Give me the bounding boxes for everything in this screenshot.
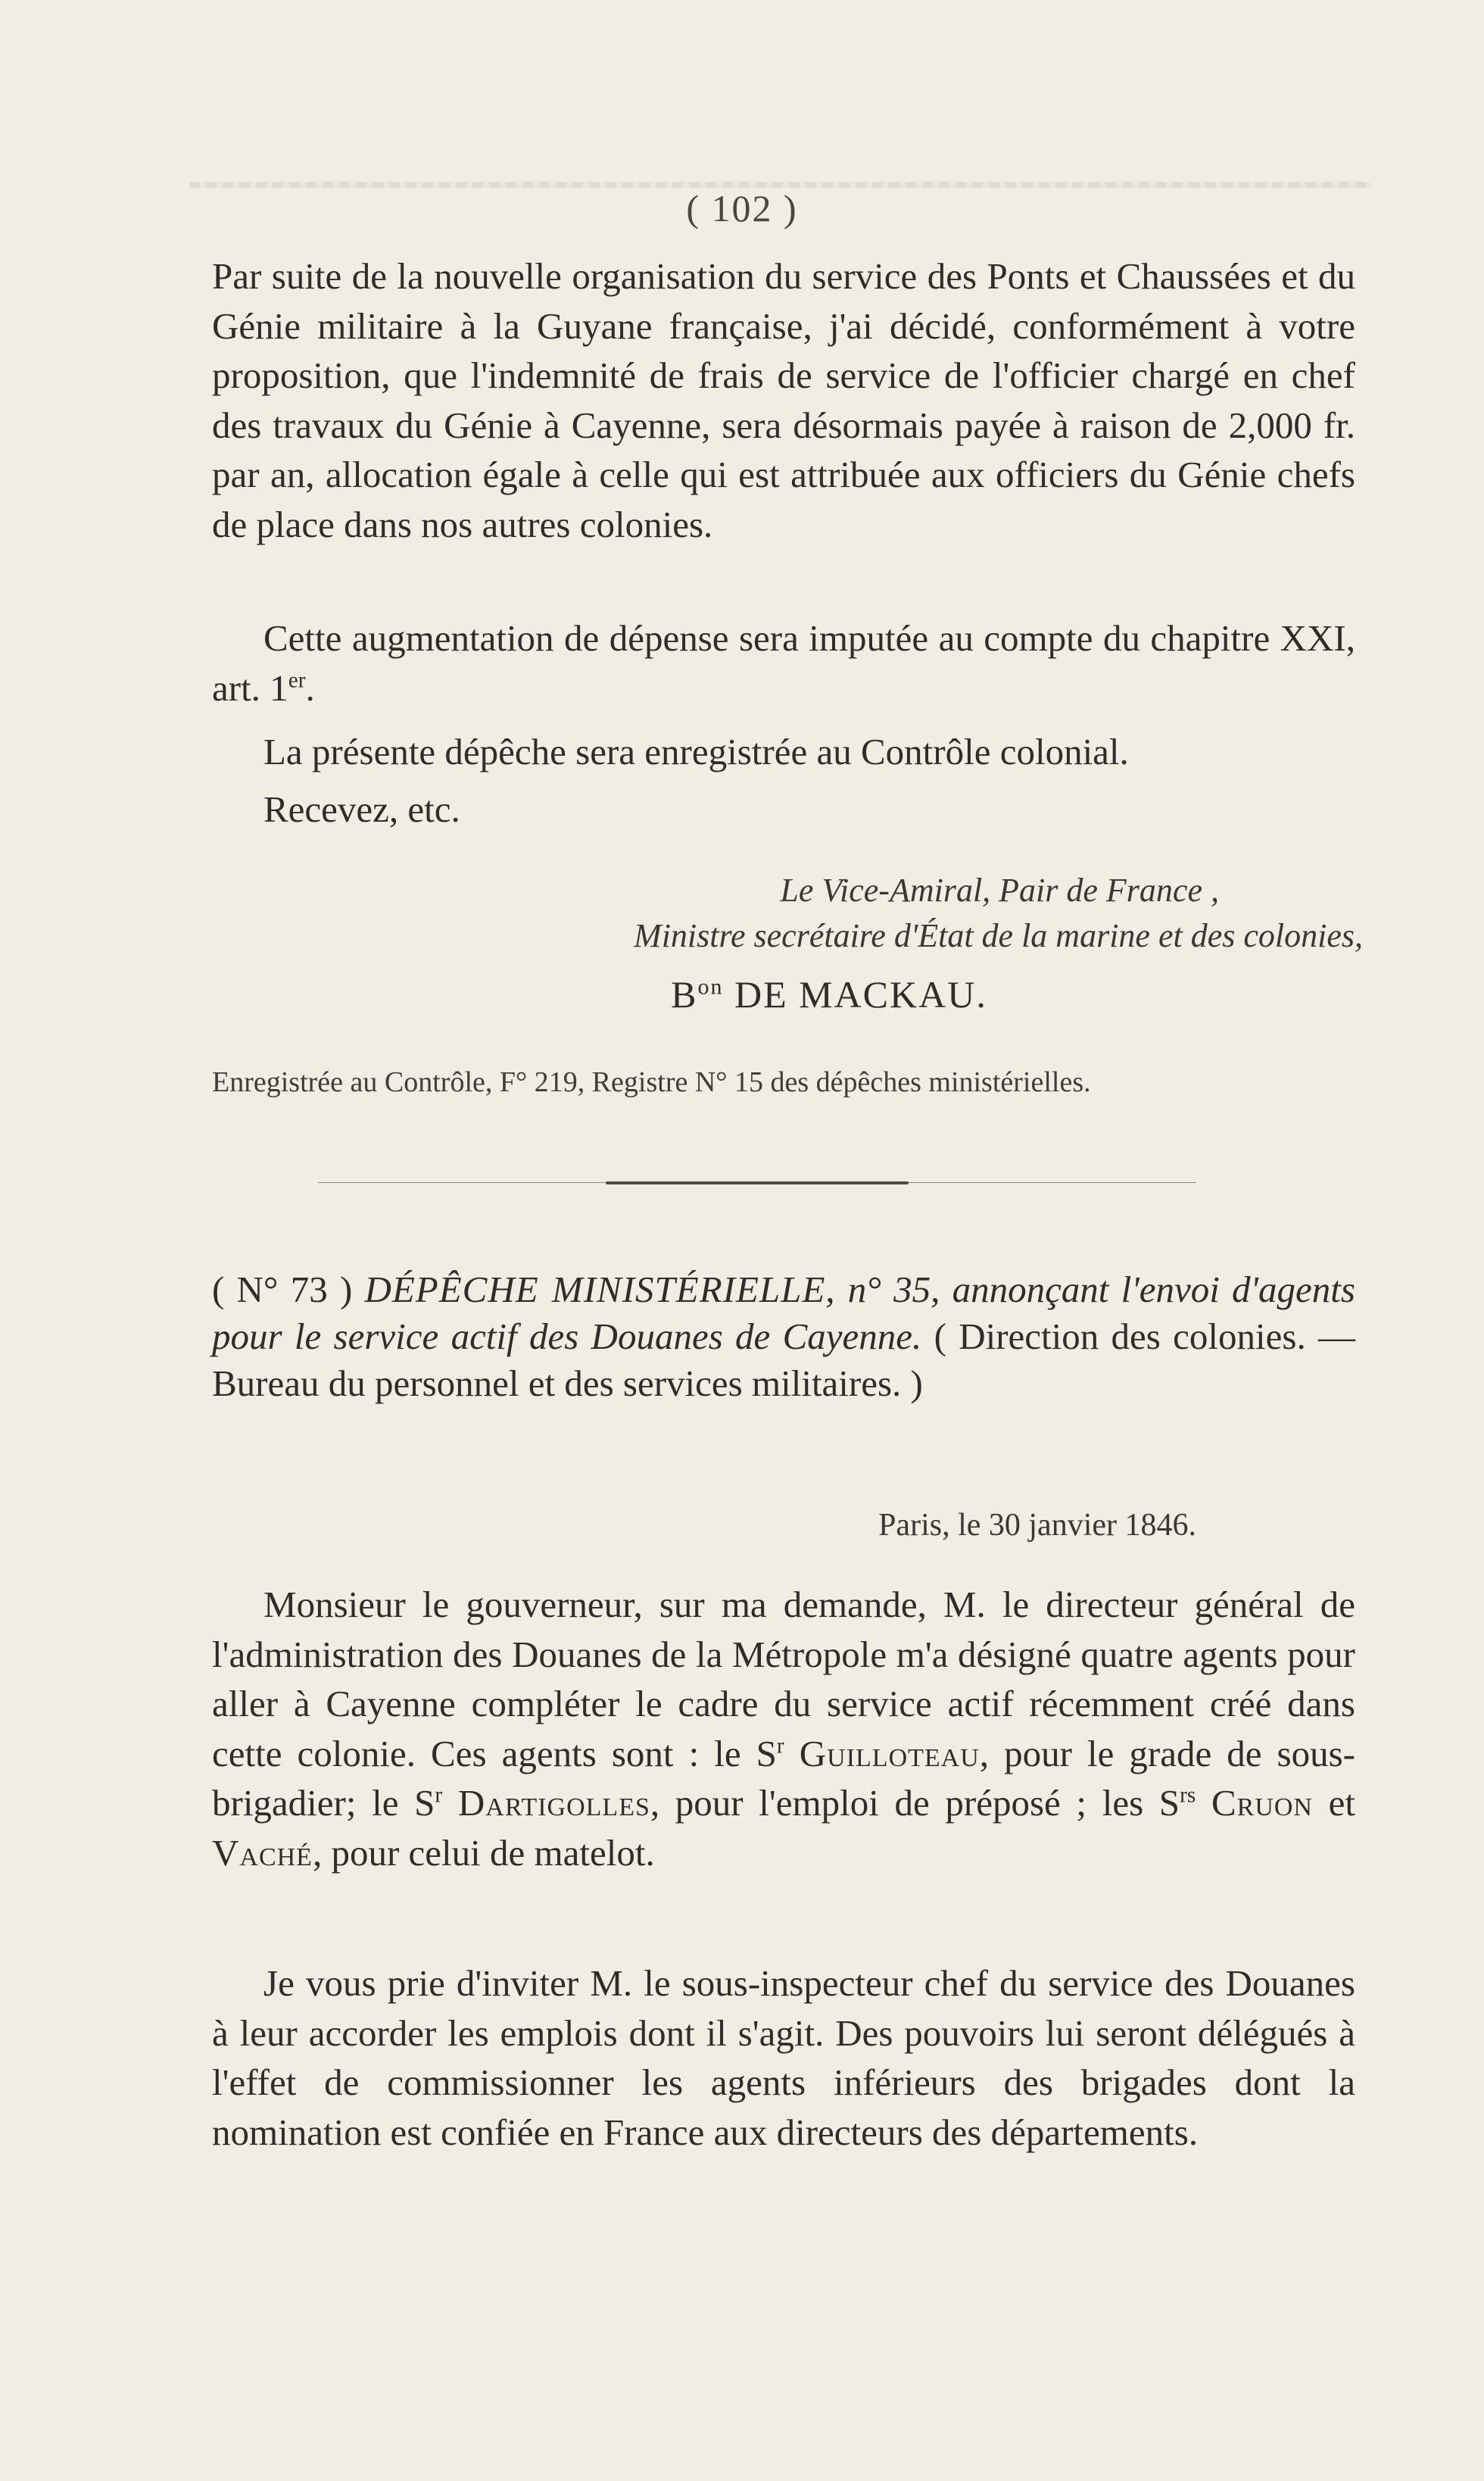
signature-title-line1: Le Vice-Amiral, Pair de France , [780, 872, 1219, 909]
registration-line: Enregistrée au Contrôle, F° 219, Registre N° 15 des dépêches ministérielles. [212, 1066, 1091, 1098]
paragraph-text: La présente dépêche sera enregistrée au Contrôle colonial. [263, 731, 1129, 772]
page-number: ( 102 ) [686, 187, 798, 229]
ordinal-sup: er [288, 668, 306, 693]
dispatch-department: ( Direction des colonies. — Bureau du personnel et des services militaires. ) [212, 1315, 1355, 1404]
agent-name: Dartigolles [457, 1782, 650, 1824]
text-run: , pour le grade de sous-brigadier; le S [212, 1732, 1355, 1824]
paragraph-text [212, 1580, 1355, 1877]
paragraph-instructions [212, 1958, 1355, 2157]
paragraph-registration-note [212, 727, 1355, 777]
text-run: Monsieur le gouverneur, sur ma demande, M. le directeur général de l'administration des Douanes de la Métropole m'a désigné quatre agents pour aller à Cayenne compléter le cadre du service actif récemment créé dans cette colonie. Ces agents sont : le S [212, 1584, 1355, 1774]
paragraph-text [212, 613, 1355, 713]
agent-name: Vaché [212, 1831, 313, 1874]
agent-name: Cruon [1211, 1782, 1313, 1824]
agent-name: Guilloteau [799, 1732, 980, 1774]
title-sup: r [776, 1734, 784, 1759]
divider-thick-line [606, 1181, 909, 1184]
paragraph-expense-text: Cette augmentation de dépense sera imputée au compte du chapitre XXI, art. 1 [212, 617, 1355, 709]
paragraph-text: Par suite de la nouvelle organisation du service des Ponts et Chaussées et du Génie militaire à la Guyane française, j'ai décidé, conformément à votre proposition, que l'indemnité de frais de service de l'officier chargé en chef des travaux du Génie à Cayenne, sera désormais payée à raison de 2,000 fr. par an, allocation égale à celle qui est attribuée aux officiers du Génie chefs de place dans nos autres colonies. [212, 255, 1355, 545]
signature-name-sup: on [697, 974, 724, 1000]
paragraph-agents [212, 1580, 1355, 1877]
paragraph-expense-tail: . [305, 666, 315, 709]
dispatch-title: DÉPÊCHE MINISTÉRIELLE, [364, 1269, 836, 1310]
dispatch-heading [212, 1266, 1355, 1407]
paragraph-indemnity [212, 251, 1355, 549]
title-sup: rs [1180, 1783, 1196, 1808]
dateline: Paris, le 30 janvier 1846. [878, 1508, 1196, 1543]
paragraph-closing [212, 785, 1355, 835]
signature-title-line2: Ministre secrétaire d'État de la marine et des colonies, [634, 917, 1363, 954]
paragraph-text: Je vous prie d'inviter M. le sous-inspecteur chef du service des Douanes à leur accorder les emplois dont il s'agit. Des pouvoirs lui seront délégués à l'effet de commissionner les agents inférieurs des brigades dont la nomination est confiée en France aux directeurs des départements. [212, 1962, 1355, 2153]
paragraph-expense [212, 613, 1355, 713]
paragraph-text: Recevez, etc. [263, 788, 460, 830]
text-run: et [1313, 1782, 1356, 1824]
dispatch-subject: annonçant l'envoi d'agents pour le service actif des Douanes de Cayenne. [212, 1269, 1355, 1357]
section-divider [318, 1181, 1196, 1184]
signature-name-text: DE MACKAU. [723, 973, 987, 1016]
text-run: , pour l'emploi de préposé ; les S [650, 1782, 1180, 1824]
title-sup: r [435, 1783, 443, 1808]
dispatch-number: ( N° 73 ) [212, 1269, 353, 1310]
text-run: , pour celui de matelot. [312, 1831, 655, 1874]
signature-name [0, 972, 1484, 1016]
signature-name-prefix: B [671, 973, 698, 1016]
dispatch-subtitle-number: n° 35, [847, 1269, 940, 1310]
